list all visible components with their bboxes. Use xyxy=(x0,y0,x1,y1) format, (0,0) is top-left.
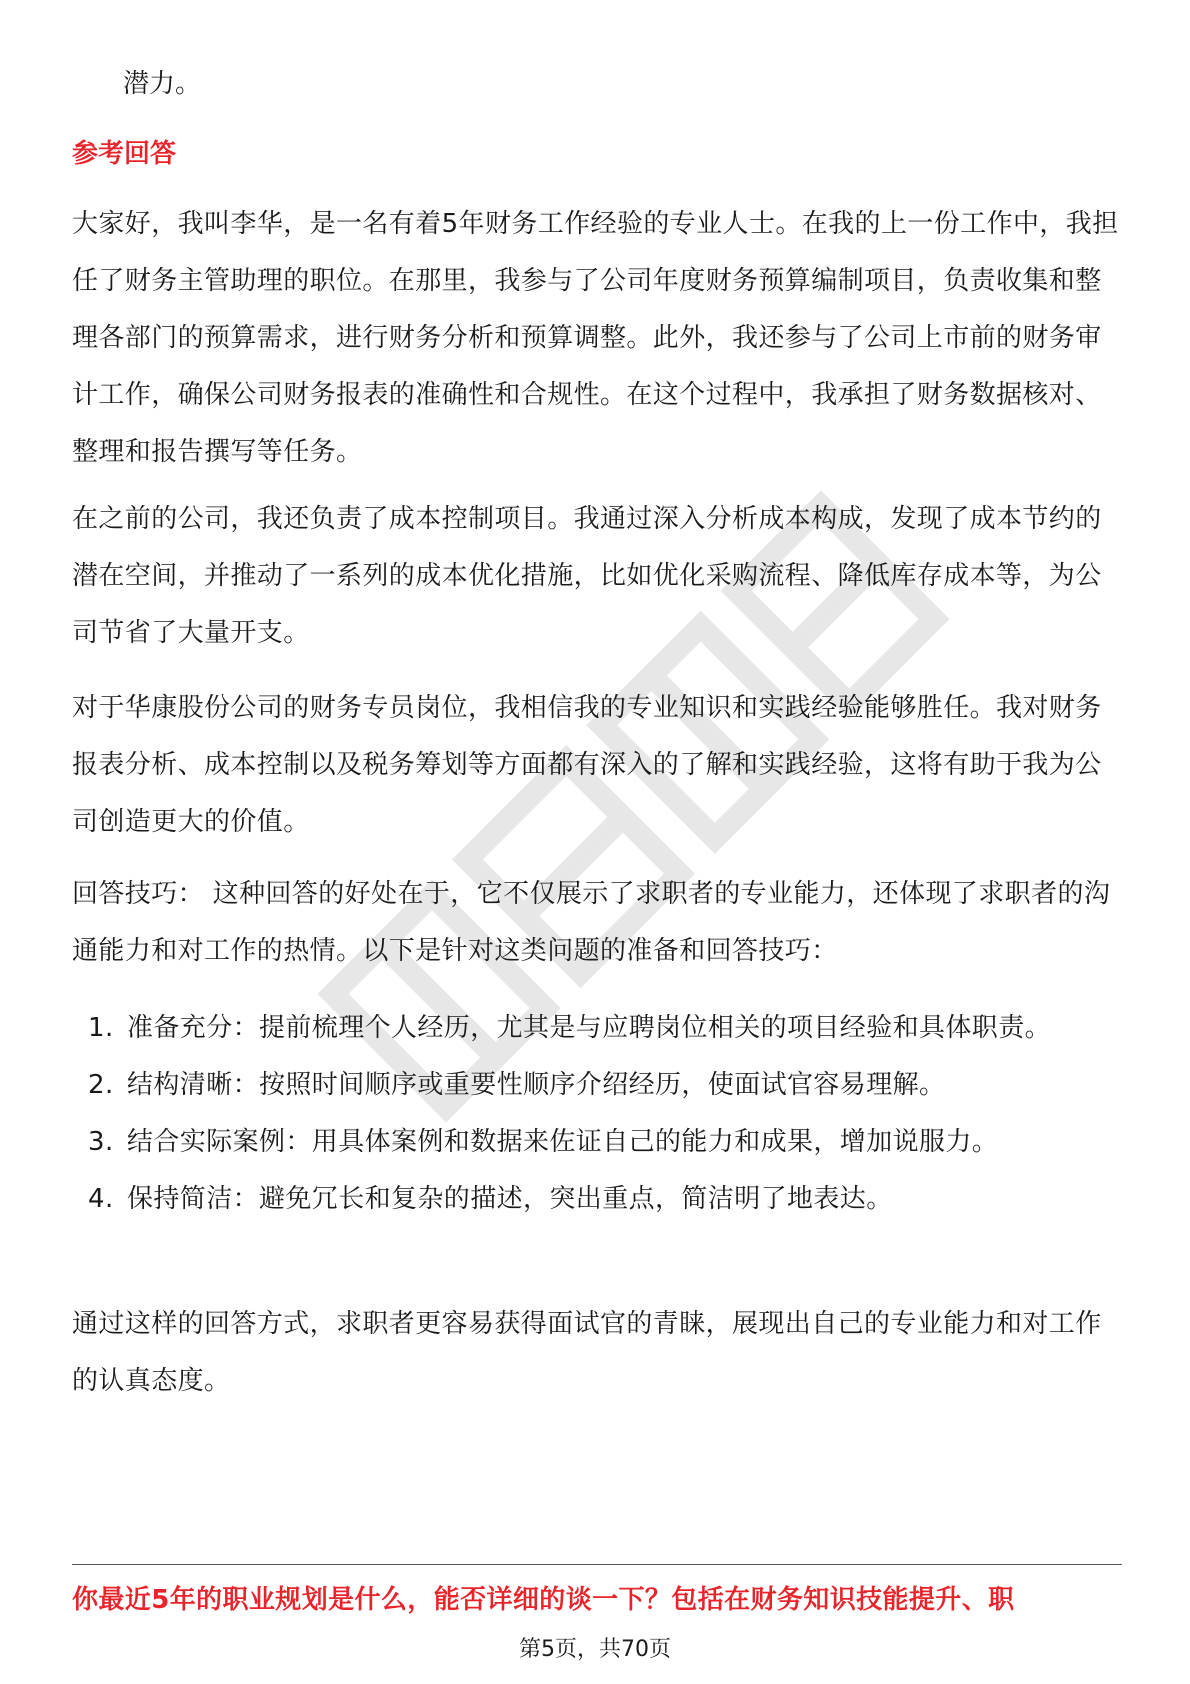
page-footer: 第5页，共70页 xyxy=(519,1637,671,1662)
list-item-text: 结合实际案例：用具体案例和数据来佐证自己的能力和成果，增加说服力。 xyxy=(127,1127,999,1157)
list-item xyxy=(72,1171,1122,1228)
next-question-heading: 你最近5年的职业规划是什么，能否详细的谈一下？包括在财务知识技能提升、职 xyxy=(72,1585,1015,1615)
answer-heading: 参考回答 xyxy=(72,139,177,169)
tips-intro-paragraph: 回答技巧： 这种回答的好处在于，它不仅展示了求职者的专业能力，还体现了求职者的沟通能力和对工作的热情。以下是针对这类问题的准备和回答技巧： xyxy=(72,879,1111,966)
list-item-text: 准备充分：提前梳理个人经历，尤其是与应聘岗位相关的项目经验和具体职责。 xyxy=(127,1013,1052,1043)
list-item xyxy=(72,1114,1122,1171)
list-item-number: 4. xyxy=(88,1184,114,1214)
list-item-number: 2. xyxy=(88,1070,114,1100)
conclusion-paragraph: 通过这样的回答方式，求职者更容易获得面试官的青睐，展现出自己的专业能力和对工作的认真态度。 xyxy=(72,1309,1102,1396)
answer-paragraph-2: 在之前的公司，我还负责了成本控制项目。我通过深入分析成本构成，发现了成本节约的潜在空间，并推动了一系列的成本优化措施，比如优化采购流程、降低库存成本等，为公司节省了大量开支。 xyxy=(72,504,1102,648)
list-item xyxy=(72,1057,1122,1114)
list-item-text: 保持简洁：避免冗长和复杂的描述，突出重点，简洁明了地表达。 xyxy=(127,1184,893,1214)
tips-list xyxy=(72,1000,1122,1228)
continuation-text: 潜力。 xyxy=(123,69,202,99)
answer-paragraph-3: 对于华康股份公司的财务专员岗位，我相信我的专业知识和实践经验能够胜任。我对财务报表分析、成本控制以及税务筹划等方面都有深入的了解和实践经验，这将有助于我为公司创造更大的价值。 xyxy=(72,693,1102,837)
list-item-number: 1. xyxy=(88,1013,114,1043)
section-divider xyxy=(72,1564,1122,1565)
list-item-text: 结构清晰：按照时间顺序或重要性顺序介绍经历，使面试官容易理解。 xyxy=(127,1070,946,1100)
list-item-number: 3. xyxy=(88,1127,114,1157)
answer-paragraph-1: 大家好，我叫李华，是一名有着5年财务工作经验的专业人士。在我的上一份工作中，我担任了财务主管助理的职位。在那里，我参与了公司年度财务预算编制项目，负责收集和整理各部门的预算需求，进行财务分析和预算调整。此外，我还参与了公司上市前的财务审计工作，确保公司财务报表的准确性和合规性。在这个过程中，我承担了财务数据核对、整理和报告撰写等任务。 xyxy=(72,209,1119,467)
list-item xyxy=(72,1000,1122,1057)
